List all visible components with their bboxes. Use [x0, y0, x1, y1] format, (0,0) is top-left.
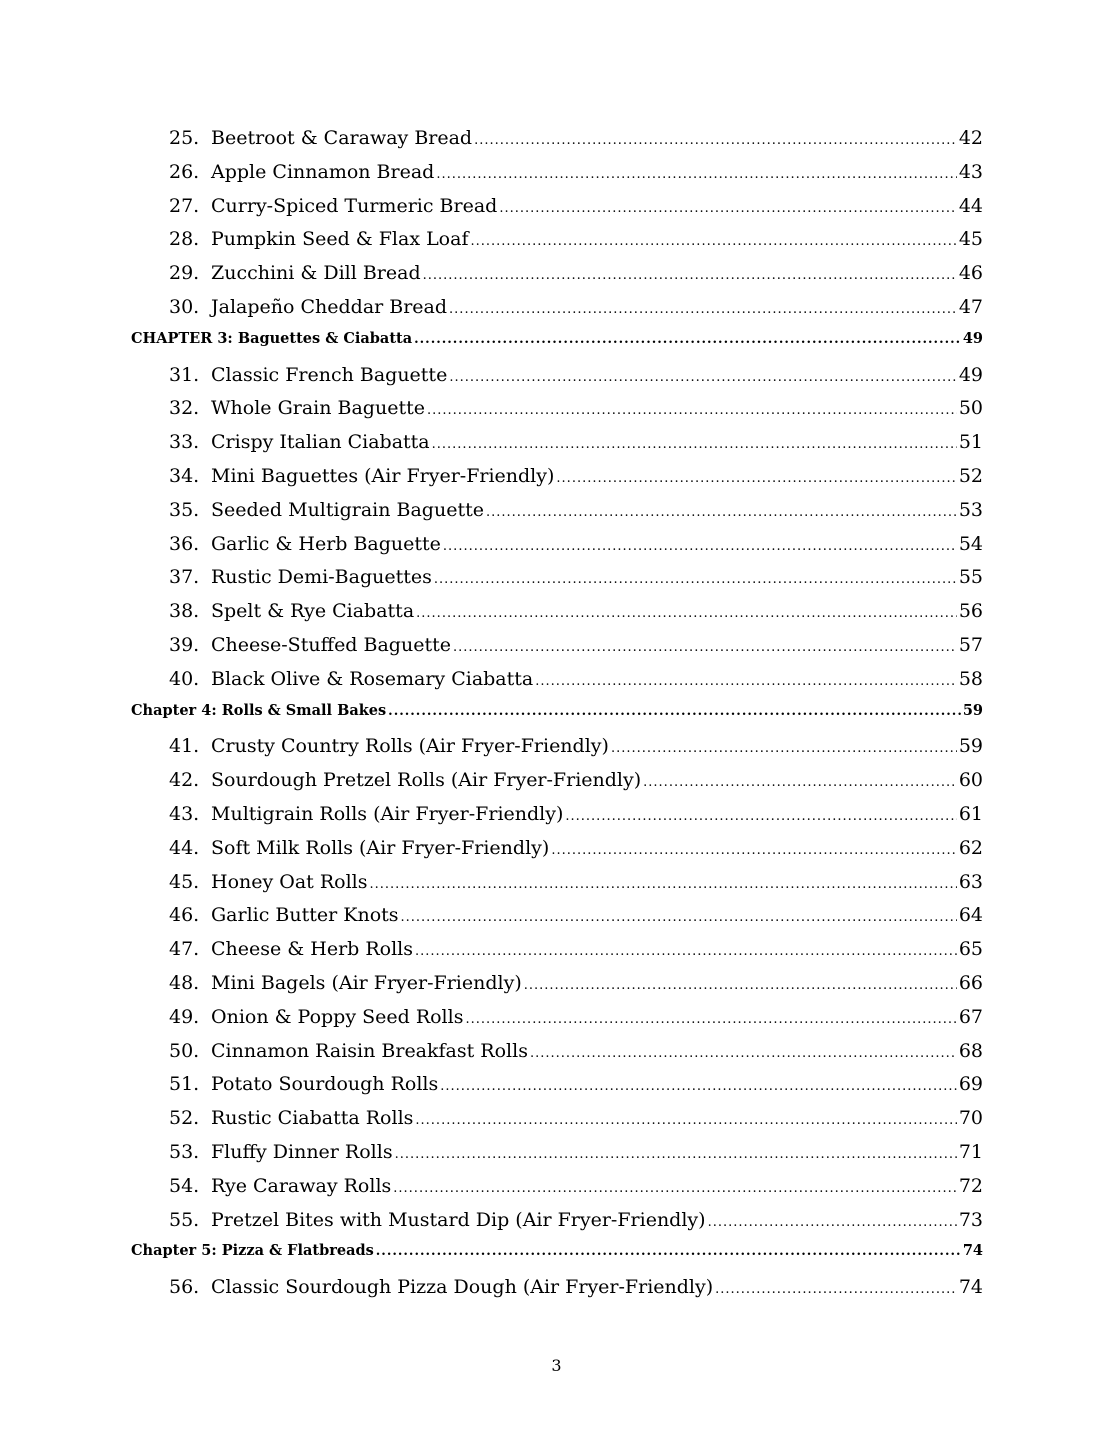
- toc-page-number: 60: [958, 769, 983, 792]
- toc-entry[interactable]: [131, 1276, 983, 1310]
- toc-page-number: 66: [958, 971, 983, 994]
- toc-page-number: 64: [958, 904, 983, 927]
- dot-leader: [388, 704, 961, 719]
- toc-page-number: 71: [958, 1140, 983, 1163]
- toc-entry-title: Fluffy Dinner Rolls: [211, 1140, 393, 1163]
- toc-entry-number: 56.: [169, 1276, 200, 1299]
- toc-entry-title: Classic Sourdough Pizza Dough (Air Fryer-Friendly): [211, 1276, 714, 1299]
- toc-page-number: 58: [958, 667, 983, 690]
- toc-page-number: 47: [958, 295, 983, 318]
- toc-entry-number: 46.: [169, 904, 200, 927]
- dot-leader: [395, 1147, 957, 1162]
- toc-entry[interactable]: [131, 837, 983, 871]
- toc-entry[interactable]: [131, 262, 983, 296]
- toc-entry-number: 33.: [169, 431, 200, 454]
- toc-chapter-heading[interactable]: [131, 1242, 983, 1276]
- toc-page-number: 43: [958, 160, 983, 183]
- toc-entry-number: 35.: [169, 498, 200, 521]
- toc-page-number: 61: [958, 802, 983, 825]
- dot-leader: [556, 471, 956, 486]
- toc-entry[interactable]: [131, 499, 983, 533]
- toc-entry[interactable]: [131, 1141, 983, 1175]
- dot-leader: [449, 370, 957, 385]
- toc-entry[interactable]: [131, 634, 983, 668]
- dot-leader: [416, 606, 957, 621]
- toc-chapter-title: Chapter 5: Pizza & Flatbreads: [131, 1242, 374, 1260]
- toc-entry-title: Zucchini & Dill Bread: [211, 262, 421, 285]
- dot-leader: [611, 741, 957, 756]
- toc-entry[interactable]: [131, 1006, 983, 1040]
- toc-entry[interactable]: [131, 735, 983, 769]
- toc-entry-number: 34.: [169, 464, 200, 487]
- toc-page-number: 70: [958, 1107, 983, 1130]
- toc-entry-number: 32.: [169, 397, 200, 420]
- toc-entry-number: 26.: [169, 160, 200, 183]
- toc-entry-number: 47.: [169, 938, 200, 961]
- toc-page-number: 50: [958, 397, 983, 420]
- toc-entry-title: Potato Sourdough Rolls: [211, 1073, 439, 1096]
- toc-entry-number: 37.: [169, 566, 200, 589]
- toc-entry-title: Mini Baguettes (Air Fryer-Friendly): [211, 464, 555, 487]
- toc-entry-title: Crispy Italian Ciabatta: [211, 431, 430, 454]
- dot-leader: [436, 167, 956, 182]
- toc-page-number: 68: [958, 1039, 983, 1062]
- dot-leader: [465, 1012, 956, 1027]
- toc-page-number: 63: [958, 870, 983, 893]
- toc-page-number: 67: [958, 1005, 983, 1028]
- toc-entry[interactable]: [131, 871, 983, 905]
- toc-entry-number: 51.: [169, 1073, 200, 1096]
- dot-leader: [530, 1046, 957, 1061]
- toc-entry[interactable]: [131, 127, 983, 161]
- toc-page-number: 55: [958, 566, 983, 589]
- toc-page-number: 49: [958, 363, 983, 386]
- toc-entry[interactable]: [131, 1209, 983, 1243]
- toc-entry-title: Rye Caraway Rolls: [211, 1174, 392, 1197]
- toc-page-number: 52: [958, 464, 983, 487]
- toc-entry[interactable]: [131, 803, 983, 837]
- dot-leader: [470, 234, 956, 249]
- toc-entry-title: Onion & Poppy Seed Rolls: [211, 1005, 464, 1028]
- dot-leader: [643, 775, 957, 790]
- toc-entry-title: Apple Cinnamon Bread: [211, 160, 435, 183]
- toc-entry[interactable]: [131, 566, 983, 600]
- toc-entry[interactable]: [131, 904, 983, 938]
- toc-entry-title: Cinnamon Raisin Breakfast Rolls: [211, 1039, 528, 1062]
- toc-entry-title: Garlic Butter Knots: [211, 904, 399, 927]
- toc-page-number: 57: [958, 633, 983, 656]
- dot-leader: [415, 944, 957, 959]
- toc-entry[interactable]: [131, 296, 983, 330]
- dot-leader: [440, 1079, 957, 1094]
- toc-entry-title: Mini Bagels (Air Fryer-Friendly): [211, 971, 522, 994]
- toc-page-number: 46: [958, 262, 983, 285]
- dot-leader: [415, 1113, 956, 1128]
- toc-entry-number: 29.: [169, 262, 200, 285]
- toc-entry[interactable]: [131, 465, 983, 499]
- toc-entry-title: Rustic Demi-Baguettes: [211, 566, 432, 589]
- toc-entry-number: 27.: [169, 194, 200, 217]
- toc-entry-title: Beetroot & Caraway Bread: [211, 127, 473, 149]
- toc-page-number: 69: [958, 1073, 983, 1096]
- page-number: 3: [551, 1356, 562, 1375]
- toc-entry-number: 55.: [169, 1208, 200, 1231]
- dot-leader: [524, 978, 957, 993]
- toc-entry[interactable]: [131, 431, 983, 465]
- toc-entry[interactable]: [131, 364, 983, 398]
- toc-entry-number: 45.: [169, 870, 200, 893]
- toc-entry[interactable]: [131, 195, 983, 229]
- toc-entry[interactable]: [131, 668, 983, 702]
- toc-page-number: 54: [958, 532, 983, 555]
- toc-entry[interactable]: [131, 397, 983, 431]
- toc-entry-number: 53.: [169, 1140, 200, 1163]
- toc-entry-title: Sourdough Pretzel Rolls (Air Fryer-Friendly): [211, 769, 642, 792]
- dot-leader: [535, 674, 957, 689]
- toc-page-number: 51: [958, 431, 983, 454]
- toc-entry-title: Classic French Baguette: [211, 363, 448, 386]
- toc-chapter-title: Chapter 4: Rolls & Small Bakes: [131, 701, 387, 719]
- toc-entry-number: 31.: [169, 363, 200, 386]
- toc-page-number: 44: [958, 194, 983, 217]
- toc-entry[interactable]: [131, 769, 983, 803]
- toc-entry-number: 25.: [169, 127, 200, 149]
- toc-entry-title: Spelt & Rye Ciabatta: [211, 600, 415, 623]
- dot-leader: [551, 843, 957, 858]
- toc-entry-number: 48.: [169, 971, 200, 994]
- toc-entry[interactable]: [131, 161, 983, 195]
- dot-leader: [423, 268, 957, 283]
- toc-entry-title: Cheese-Stuffed Baguette: [211, 633, 451, 656]
- toc-entry[interactable]: [131, 1040, 983, 1074]
- toc-entry-title: Seeded Multigrain Baguette: [211, 498, 484, 521]
- dot-leader: [708, 1215, 957, 1230]
- toc-entry[interactable]: [131, 1073, 983, 1107]
- toc-entry-title: Curry-Spiced Turmeric Bread: [211, 194, 498, 217]
- toc-entry[interactable]: [131, 938, 983, 972]
- dot-leader: [474, 133, 957, 148]
- toc-entry-title: Pumpkin Seed & Flax Loaf: [211, 228, 469, 251]
- toc-page-number: 49: [962, 329, 983, 347]
- toc-entry-number: 30.: [169, 295, 200, 318]
- toc-entry-number: 36.: [169, 532, 200, 555]
- toc-entry-number: 49.: [169, 1005, 200, 1028]
- dot-leader: [453, 640, 957, 655]
- toc-page-number: 74: [962, 1242, 983, 1260]
- toc-entry-title: Multigrain Rolls (Air Fryer-Friendly): [211, 802, 564, 825]
- toc-entry-title: Garlic & Herb Baguette: [211, 532, 441, 555]
- dot-leader: [393, 1181, 957, 1196]
- toc-chapter-heading[interactable]: [131, 330, 983, 364]
- toc-page-number: 45: [958, 228, 983, 251]
- dot-leader: [715, 1282, 957, 1297]
- toc-page-number: 72: [958, 1174, 983, 1197]
- toc-entry[interactable]: [131, 1175, 983, 1209]
- toc-entry-title: Soft Milk Rolls (Air Fryer-Friendly): [211, 836, 550, 859]
- toc-page-number: 56: [958, 600, 983, 623]
- toc-entry-number: 40.: [169, 667, 200, 690]
- dot-leader: [449, 302, 957, 317]
- toc-page-number: 74: [958, 1276, 983, 1299]
- toc-entry[interactable]: [131, 1107, 983, 1141]
- toc-page-number: 42: [958, 127, 983, 149]
- toc-entry-number: 54.: [169, 1174, 200, 1197]
- table-of-contents: [131, 127, 983, 1310]
- toc-entry-number: 52.: [169, 1107, 200, 1130]
- dot-leader: [401, 910, 957, 925]
- dot-leader: [427, 403, 957, 418]
- toc-entry-number: 38.: [169, 600, 200, 623]
- toc-page-number: 59: [958, 735, 983, 758]
- toc-entry[interactable]: [131, 600, 983, 634]
- dot-leader: [486, 505, 957, 520]
- toc-page-number: 65: [958, 938, 983, 961]
- toc-entry[interactable]: [131, 972, 983, 1006]
- toc-entry-title: Rustic Ciabatta Rolls: [211, 1107, 414, 1130]
- toc-entry-title: Black Olive & Rosemary Ciabatta: [211, 667, 534, 690]
- dot-leader: [370, 877, 957, 892]
- toc-entry-number: 43.: [169, 802, 200, 825]
- toc-entry-number: 42.: [169, 769, 200, 792]
- dot-leader: [376, 1244, 961, 1259]
- dot-leader: [432, 437, 957, 452]
- toc-entry-title: Jalapeño Cheddar Bread: [211, 295, 448, 318]
- toc-chapter-title: CHAPTER 3: Baguettes & Ciabatta: [131, 329, 413, 347]
- toc-page-number: 62: [958, 836, 983, 859]
- dot-leader: [434, 572, 957, 587]
- toc-entry-title: Pretzel Bites with Mustard Dip (Air Fryer-Friendly): [211, 1208, 706, 1231]
- toc-chapter-heading[interactable]: [131, 702, 983, 736]
- toc-entry-title: Crusty Country Rolls (Air Fryer-Friendly): [211, 735, 609, 758]
- dot-leader: [565, 809, 956, 824]
- toc-entry-title: Whole Grain Baguette: [211, 397, 425, 420]
- toc-entry-number: 50.: [169, 1039, 200, 1062]
- toc-entry-number: 28.: [169, 228, 200, 251]
- dot-leader: [499, 201, 957, 216]
- toc-entry-number: 41.: [169, 735, 200, 758]
- toc-entry-title: Honey Oat Rolls: [211, 870, 368, 893]
- toc-page-number: 59: [962, 701, 983, 719]
- toc-page-number: 73: [958, 1208, 983, 1231]
- toc-entry-title: Cheese & Herb Rolls: [211, 938, 413, 961]
- toc-entry-number: 39.: [169, 633, 200, 656]
- dot-leader: [414, 332, 961, 347]
- dot-leader: [443, 539, 957, 554]
- toc-entry-number: 44.: [169, 836, 200, 859]
- toc-entry[interactable]: [131, 228, 983, 262]
- toc-entry[interactable]: [131, 533, 983, 567]
- toc-page-number: 53: [958, 498, 983, 521]
